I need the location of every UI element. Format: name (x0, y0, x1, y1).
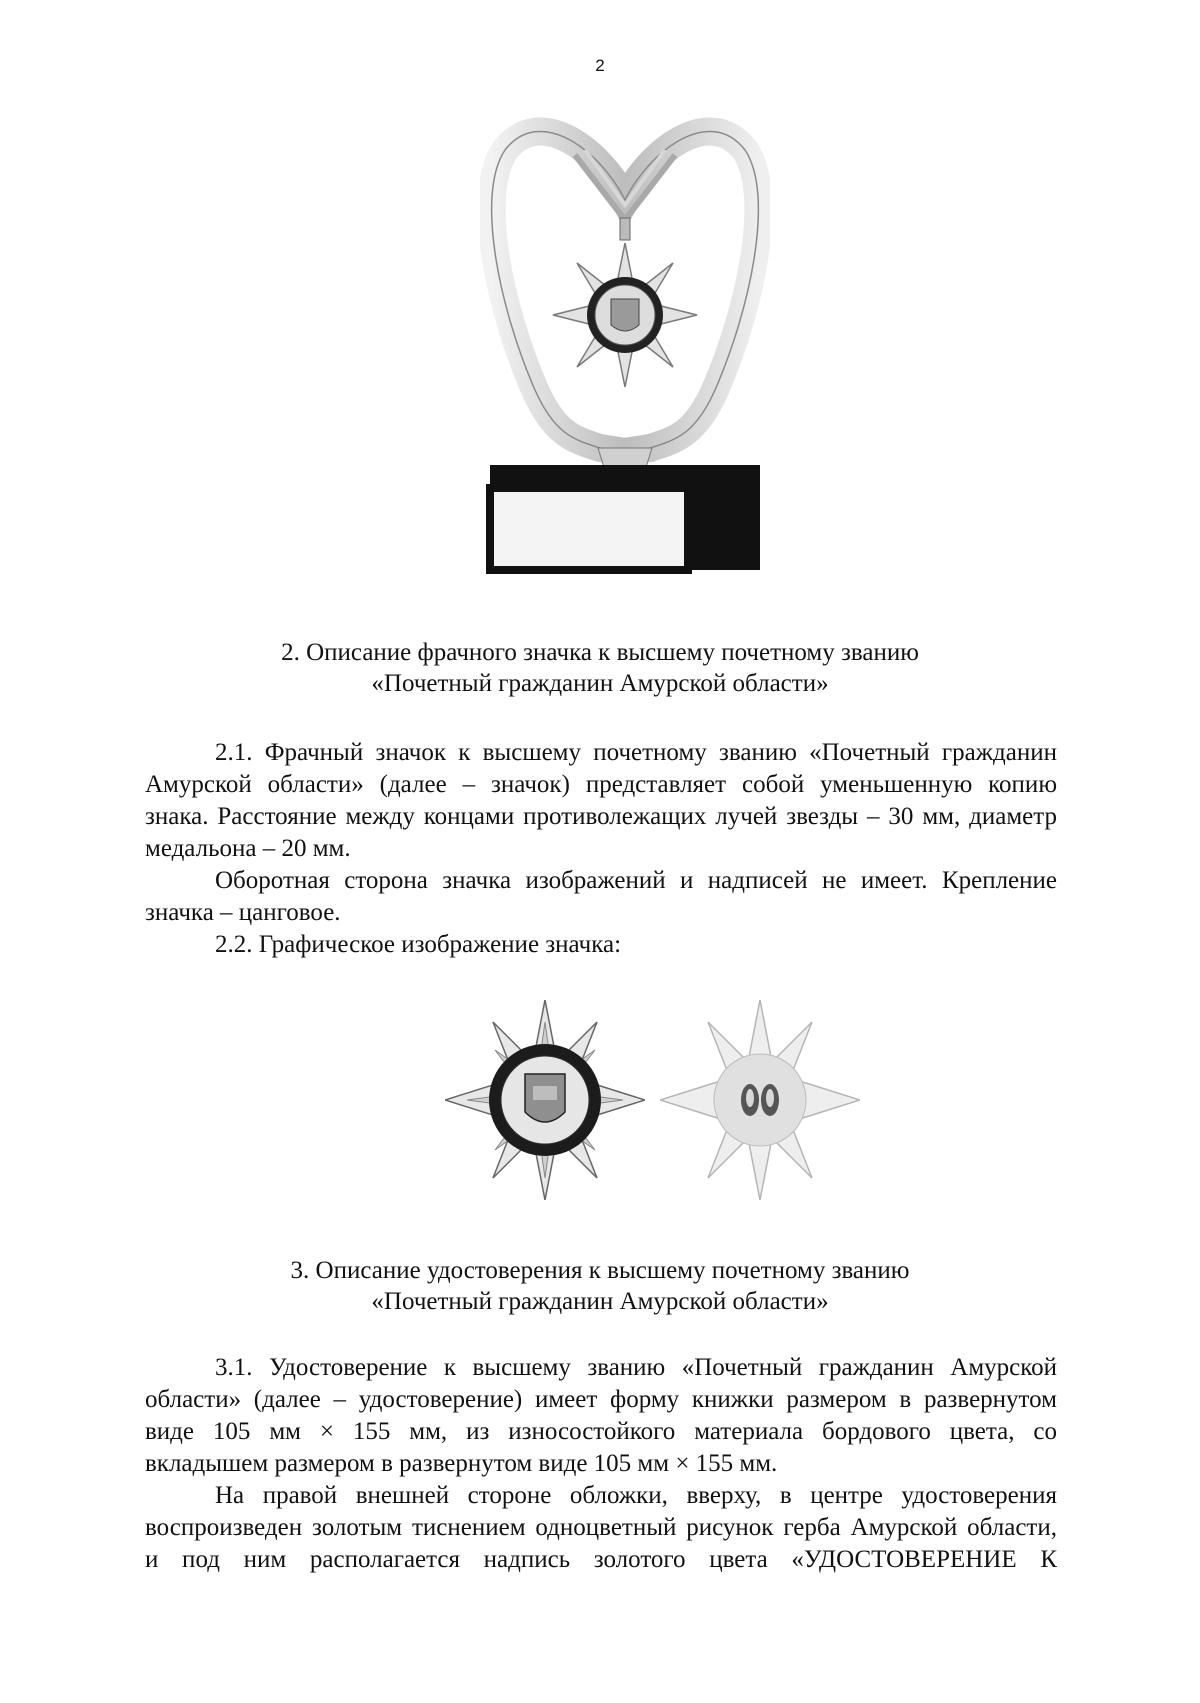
paragraph-3-1-line4: вкладышем размером в развернутом виде 105 мм × 155 мм. (145, 1450, 778, 1477)
section-2-heading (0, 637, 1200, 699)
paragraph-2-1-line1: 2.1. Фрачный значок к высшему почетному званию «Почетный гражданин (215, 739, 1057, 766)
section-2-heading-line1: 2. Описание фрачного значка к высшему почетному званию (281, 639, 919, 666)
section-3-body (145, 1352, 1057, 1576)
paragraph-reverse-line2: значка – цанговое. (145, 899, 341, 926)
paragraph-3-1-line1: 3.1. Удостоверение к высшему званию «Почетный гражданин Амурской (215, 1354, 1057, 1381)
small-badge-front-illustration (445, 1000, 645, 1200)
section-2-heading-line2: «Почетный гражданин Амурской области» (371, 670, 829, 697)
section-3-heading-line1: 3. Описание удостоверения к высшему почетному званию (290, 1257, 910, 1284)
paragraph-2-1-line3: знака. Расстояние между концами противолежащих лучей звезды – 30 мм, диаметр (145, 803, 1057, 830)
paragraph-reverse-line1: Оборотная сторона значка изображений и надписей не имеет. Крепление (215, 867, 1057, 894)
section-3-heading (0, 1255, 1200, 1317)
paragraph-cover-line3: и под ним располагается надпись золотого цвета «УДОСТОВЕРЕНИЕ К (145, 1546, 1057, 1573)
paragraph-3-1-line3: виде 105 мм × 155 мм, из износостойкого материала бордового цвета, со (145, 1418, 1057, 1445)
paragraph-2-2: 2.2. Графическое изображение значка: (215, 931, 622, 958)
section-3-heading-line2: «Почетный гражданин Амурской области» (371, 1288, 829, 1315)
paragraph-cover-line1: На правой внешней стороне обложки, вверху, в центре удостоверения (215, 1482, 1057, 1509)
paragraph-2-1-line2: Амурской области» (далее – значок) представляет собой уменьшенную копию (145, 771, 1057, 798)
small-badge-back-illustration (660, 1000, 860, 1200)
paragraph-3-1-line2: области» (далее – удостоверение) имеет форму книжки размером в развернутом (145, 1386, 1057, 1413)
paragraph-cover-line2: воспроизведен золотым тиснением одноцветный рисунок герба Амурской области, (145, 1514, 1057, 1541)
page-number: 2 (595, 56, 605, 75)
paragraph-2-1-line4: медальона – 20 мм. (145, 835, 351, 862)
section-2-body (145, 737, 1057, 961)
badge-on-stand-illustration (480, 110, 770, 590)
